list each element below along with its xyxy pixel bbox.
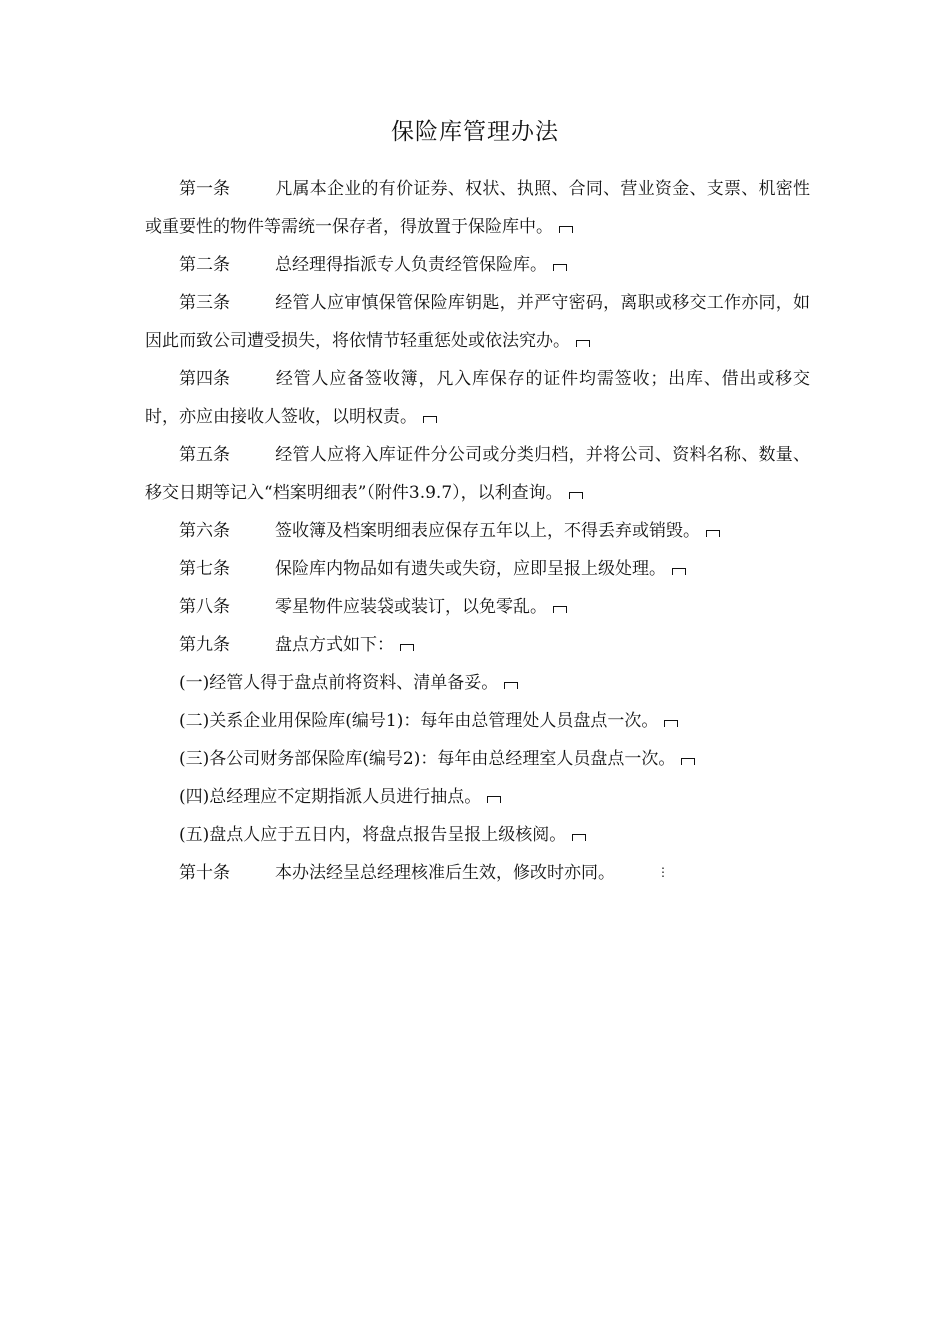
article-text: 经管人应将入库证件分公司或分类归档，并将公司、资料名称、数量、移交日期等记入“档案明细表”（附件3.9.7），以利查询。 (145, 445, 810, 503)
article-8 (145, 588, 810, 626)
list-item-text: (二)关系企业用保险库(编号1)：每年由总管理处人员盘点一次。 (179, 711, 659, 731)
list-item-text: (三)各公司财务部保险库(编号2)：每年由总经理室人员盘点一次。 (179, 749, 676, 769)
list-item-text: (一)经管人得于盘点前将资料、清单备妥。 (179, 673, 499, 693)
list-item (145, 816, 810, 854)
article-text: 盘点方式如下： (275, 635, 394, 655)
article-text: 保险库内物品如有遗失或失窃，应即呈报上级处理。 (275, 559, 666, 579)
document-body (145, 170, 810, 892)
paragraph-mark-icon (706, 530, 720, 537)
paragraph-mark-icon (423, 416, 437, 423)
paragraph-mark-icon (569, 492, 583, 499)
paragraph-mark-icon (559, 226, 573, 233)
article-label: 第十条 (179, 863, 230, 883)
paragraph-mark-icon (504, 682, 518, 689)
paragraph-mark-icon (664, 720, 678, 727)
article-6 (145, 512, 810, 550)
list-item-text: (四)总经理应不定期指派人员进行抽点。 (179, 787, 482, 807)
article-label: 第三条 (179, 293, 230, 313)
article-label: 第二条 (179, 255, 230, 275)
article-text: 经管人应备签收簿，凡入库保存的证件均需签收；出库、借出或移交时，亦应由接收人签收，以明权责。 (145, 369, 810, 427)
end-mark-icon: ⋮ (657, 865, 669, 879)
list-item-text: (五)盘点人应于五日内，将盘点报告呈报上级核阅。 (179, 825, 567, 845)
list-item (145, 778, 810, 816)
article-label: 第八条 (179, 597, 230, 617)
paragraph-mark-icon (681, 758, 695, 765)
article-text: 总经理得指派专人负责经管保险库。 (275, 255, 547, 275)
paragraph-mark-icon (487, 796, 501, 803)
article-label: 第四条 (179, 369, 230, 389)
paragraph-mark-icon (576, 340, 590, 347)
article-text: 签收簿及档案明细表应保存五年以上，不得丢弃或销毁。 (275, 521, 700, 541)
paragraph-mark-icon (672, 568, 686, 575)
article-label: 第五条 (179, 445, 230, 465)
paragraph-mark-icon (572, 834, 586, 841)
article-text: 经管人应审慎保管保险库钥匙，并严守密码，离职或移交工作亦同，如因此而致公司遭受损失，将依情节轻重惩处或依法究办。 (145, 293, 810, 351)
list-item (145, 702, 810, 740)
list-item (145, 740, 810, 778)
article-4 (145, 360, 810, 436)
paragraph-mark-icon (400, 644, 414, 651)
article-1 (145, 170, 810, 246)
article-10 (145, 854, 810, 892)
article-label: 第六条 (179, 521, 230, 541)
article-9 (145, 626, 810, 664)
paragraph-mark-icon (553, 264, 567, 271)
article-label: 第七条 (179, 559, 230, 579)
article-label: 第一条 (179, 179, 230, 199)
document-title: 保险库管理办法 (391, 119, 559, 145)
article-label: 第九条 (179, 635, 230, 655)
article-text: 零星物件应装袋或装订，以免零乱。 (275, 597, 547, 617)
list-item (145, 664, 810, 702)
article-2 (145, 246, 810, 284)
article-3 (145, 284, 810, 360)
article-5 (145, 436, 810, 512)
article-text: 凡属本企业的有价证券、权状、执照、合同、营业资金、支票、机密性或重要性的物件等需统一保存者，得放置于保险库中。 (145, 179, 810, 237)
paragraph-mark-icon (553, 606, 567, 613)
article-text: 本办法经呈总经理核准后生效，修改时亦同。 (275, 863, 615, 883)
article-7 (145, 550, 810, 588)
